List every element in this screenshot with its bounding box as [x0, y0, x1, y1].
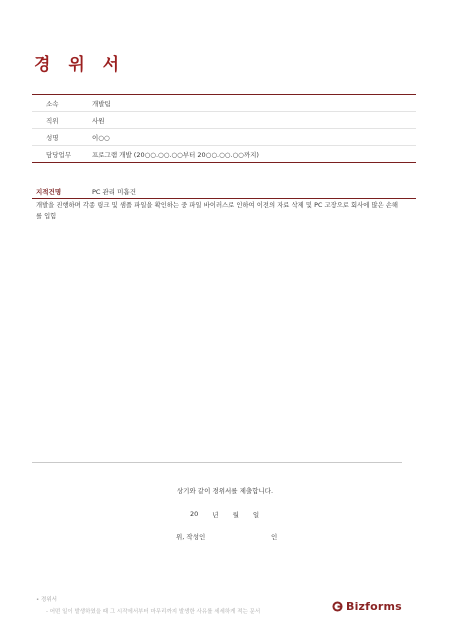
bizforms-logo [332, 600, 402, 613]
date-day-unit: 일 [252, 511, 260, 519]
incident-header [32, 182, 416, 198]
footer-description: - 어떤 일이 발생하였을 때 그 시작에서부터 마무리까지 발생한 사유를 세세하게 적는 문서 [46, 609, 261, 615]
date-year: 20 [190, 510, 199, 518]
signer-seal-mark: 인 [271, 533, 278, 541]
position-label: 직위 [46, 116, 59, 125]
info-table [32, 94, 416, 163]
incident-section [32, 182, 416, 222]
bizforms-logo-text: Bizforms [346, 600, 402, 613]
incident-label: 지적건명 [36, 188, 62, 196]
incident-description: 개발을 진행하며 각종 링크 및 샘플 파일을 확인하는 중 파일 바이러스로 인하여 이전의 자료 삭제 및 PC 고장으로 회사에 많은 손해를 입힘 [36, 202, 398, 220]
info-row-position [32, 112, 416, 129]
bullet-icon: • [36, 597, 41, 603]
info-row-name [32, 129, 416, 146]
signer-label: 위, 작성인 [176, 533, 206, 541]
position-value: 사원 [92, 116, 105, 125]
incident-title: PC 관리 미흡건 [92, 188, 136, 196]
bizforms-logo-icon [332, 601, 343, 612]
date-year-unit: 년 [212, 511, 219, 519]
department-value: 개발팀 [92, 99, 111, 108]
date-month-unit: 월 [232, 511, 239, 519]
info-row-duty [32, 146, 416, 162]
name-value: 이○○ [92, 133, 110, 142]
date-line [190, 510, 259, 519]
footer-title: • 경위서 [36, 597, 57, 603]
duty-label: 담당업무 [46, 150, 72, 159]
submit-statement: 상기와 같이 경위서를 제출합니다. [176, 487, 274, 495]
content-divider [32, 462, 402, 463]
department-label: 소속 [46, 99, 59, 108]
duty-value: 프로그램 개발 (20○○.○○.○○부터 20○○.○○.○○까지) [92, 150, 259, 159]
name-label: 성명 [46, 133, 59, 142]
document-title: 경 위 서 [34, 55, 126, 75]
info-row-department [32, 95, 416, 112]
